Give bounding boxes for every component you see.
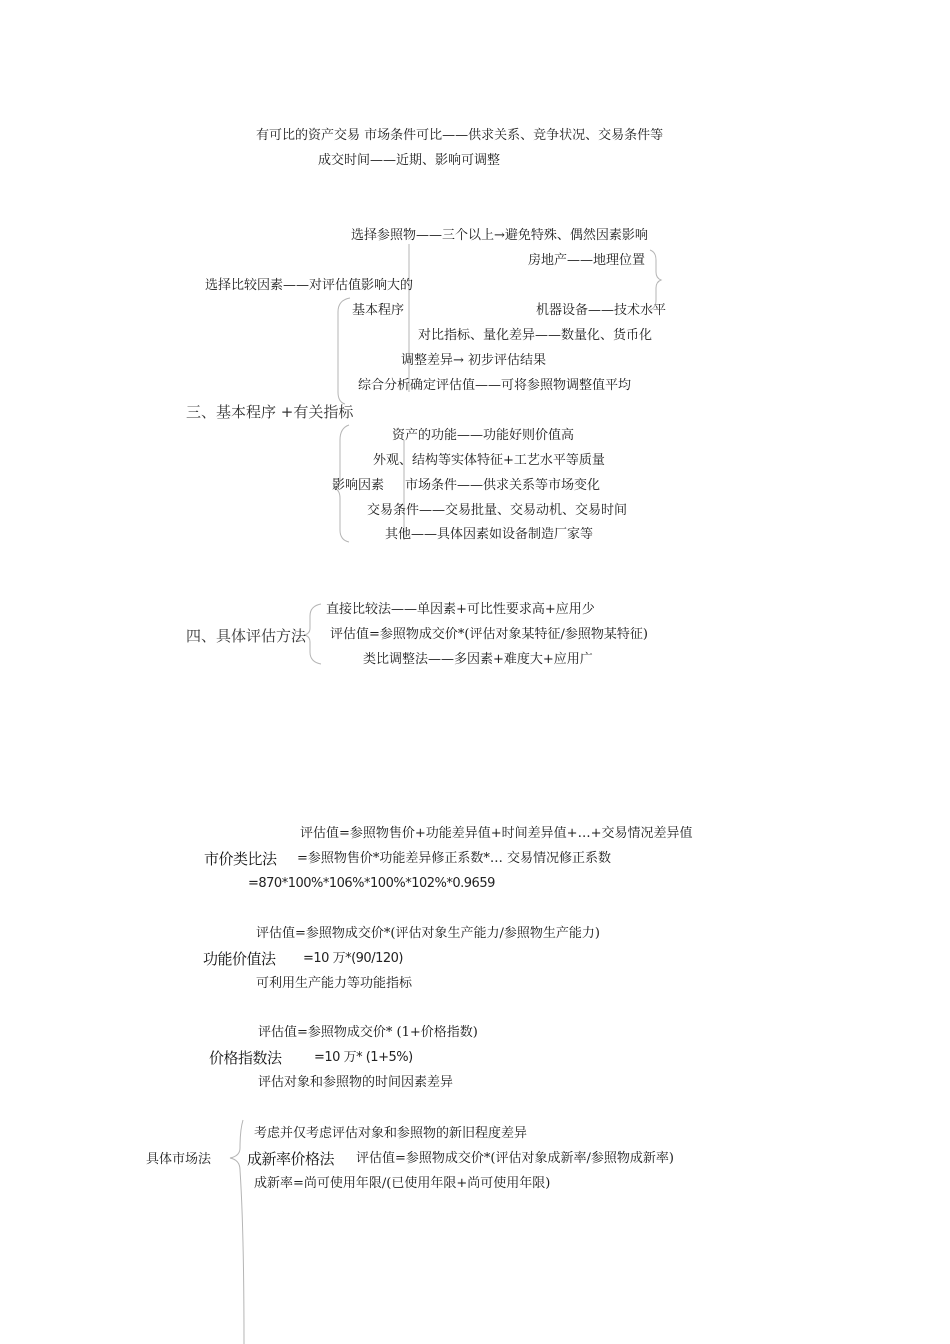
direct-comparison-method: 直接比较法——单因素+可比性要求高+应用少	[326, 602, 595, 617]
direct-comparison-formula: 评估值=参照物成交价*(评估对象某特征/参照物某特征)	[330, 627, 648, 642]
market-analogy-calculation: =870*100%*106%*100%*102%*0.9659	[248, 876, 495, 891]
synthesize-step: 综合分析确定评估值——可将参照物调整值平均	[358, 378, 632, 393]
price-index-formula: 评估值=参照物成交价* (1+价格指数)	[258, 1025, 478, 1040]
price-index-note: 评估对象和参照物的时间因素差异	[258, 1075, 454, 1090]
factor-other: 其他——具体因素如设备制造厂家等	[385, 527, 594, 542]
real-estate-note: 房地产——地理位置	[528, 253, 646, 268]
comparable-transactions-line: 有可比的资产交易 市场条件可比——供求关系、竞争状况、交易条件等	[256, 128, 664, 143]
factor-function: 资产的功能——功能好则价值高	[392, 428, 575, 443]
adjust-differences-step: 调整差异→ 初步评估结果	[401, 353, 547, 368]
function-value-calculation: =10 万*(90/120)	[303, 951, 403, 966]
market-methods-root: 具体市场法	[146, 1152, 212, 1167]
procedure-label: 基本程序	[352, 303, 405, 318]
procedure-brace	[338, 298, 350, 404]
market-analogy-formula: 评估值=参照物售价+功能差异值+时间差异值+…+交易情况差异值	[300, 826, 693, 841]
factors-label: 影响因素	[332, 478, 385, 493]
analog-adjustment-method: 类比调整法——多因素+难度大+应用广	[363, 652, 593, 667]
section-4-heading: 四、具体评估方法	[186, 627, 307, 645]
function-value-note: 可利用生产能力等功能指标	[256, 976, 413, 991]
newness-rate-definition: 成新率=尚可使用年限/(已使用年限+尚可使用年限)	[254, 1176, 551, 1191]
section-3-heading: 三、基本程序 +有关指标	[186, 403, 354, 421]
reference-brace	[650, 250, 661, 310]
factor-trade: 交易条件——交易批量、交易动机、交易时间	[367, 503, 628, 518]
compare-indicators-step: 对比指标、量化差异——数量化、货币化	[418, 328, 653, 343]
newness-rate-formula: 评估值=参照物成交价*(评估对象成新率/参照物成新率)	[356, 1151, 674, 1166]
price-index-calculation: =10 万* (1+5%)	[314, 1050, 413, 1065]
market-analogy-title: 市价类比法	[204, 850, 277, 868]
newness-rate-consider: 考虑并仅考虑评估对象和参照物的新旧程度差异	[254, 1126, 528, 1141]
methods-brace	[304, 604, 321, 664]
function-value-title: 功能价值法	[203, 950, 276, 968]
market-methods-brace	[230, 1120, 244, 1344]
select-factors-step: 选择比较因素——对评估值影响大的	[205, 278, 414, 293]
transaction-time-line: 成交时间——近期、影响可调整	[318, 153, 501, 168]
market-analogy-coefficients: =参照物售价*功能差异修正系数*… 交易情况修正系数	[297, 851, 612, 866]
machinery-note: 机器设备——技术水平	[536, 303, 667, 318]
newness-rate-title: 成新率价格法	[247, 1150, 335, 1168]
factor-market: 市场条件——供求关系等市场变化	[405, 478, 601, 493]
select-reference-step: 选择参照物——三个以上→避免特殊、偶然因素影响	[351, 228, 648, 243]
function-value-formula: 评估值=参照物成交价*(评估对象生产能力/参照物生产能力)	[256, 926, 600, 941]
factor-appearance: 外观、结构等实体特征+工艺水平等质量	[373, 453, 605, 468]
price-index-title: 价格指数法	[209, 1049, 282, 1067]
